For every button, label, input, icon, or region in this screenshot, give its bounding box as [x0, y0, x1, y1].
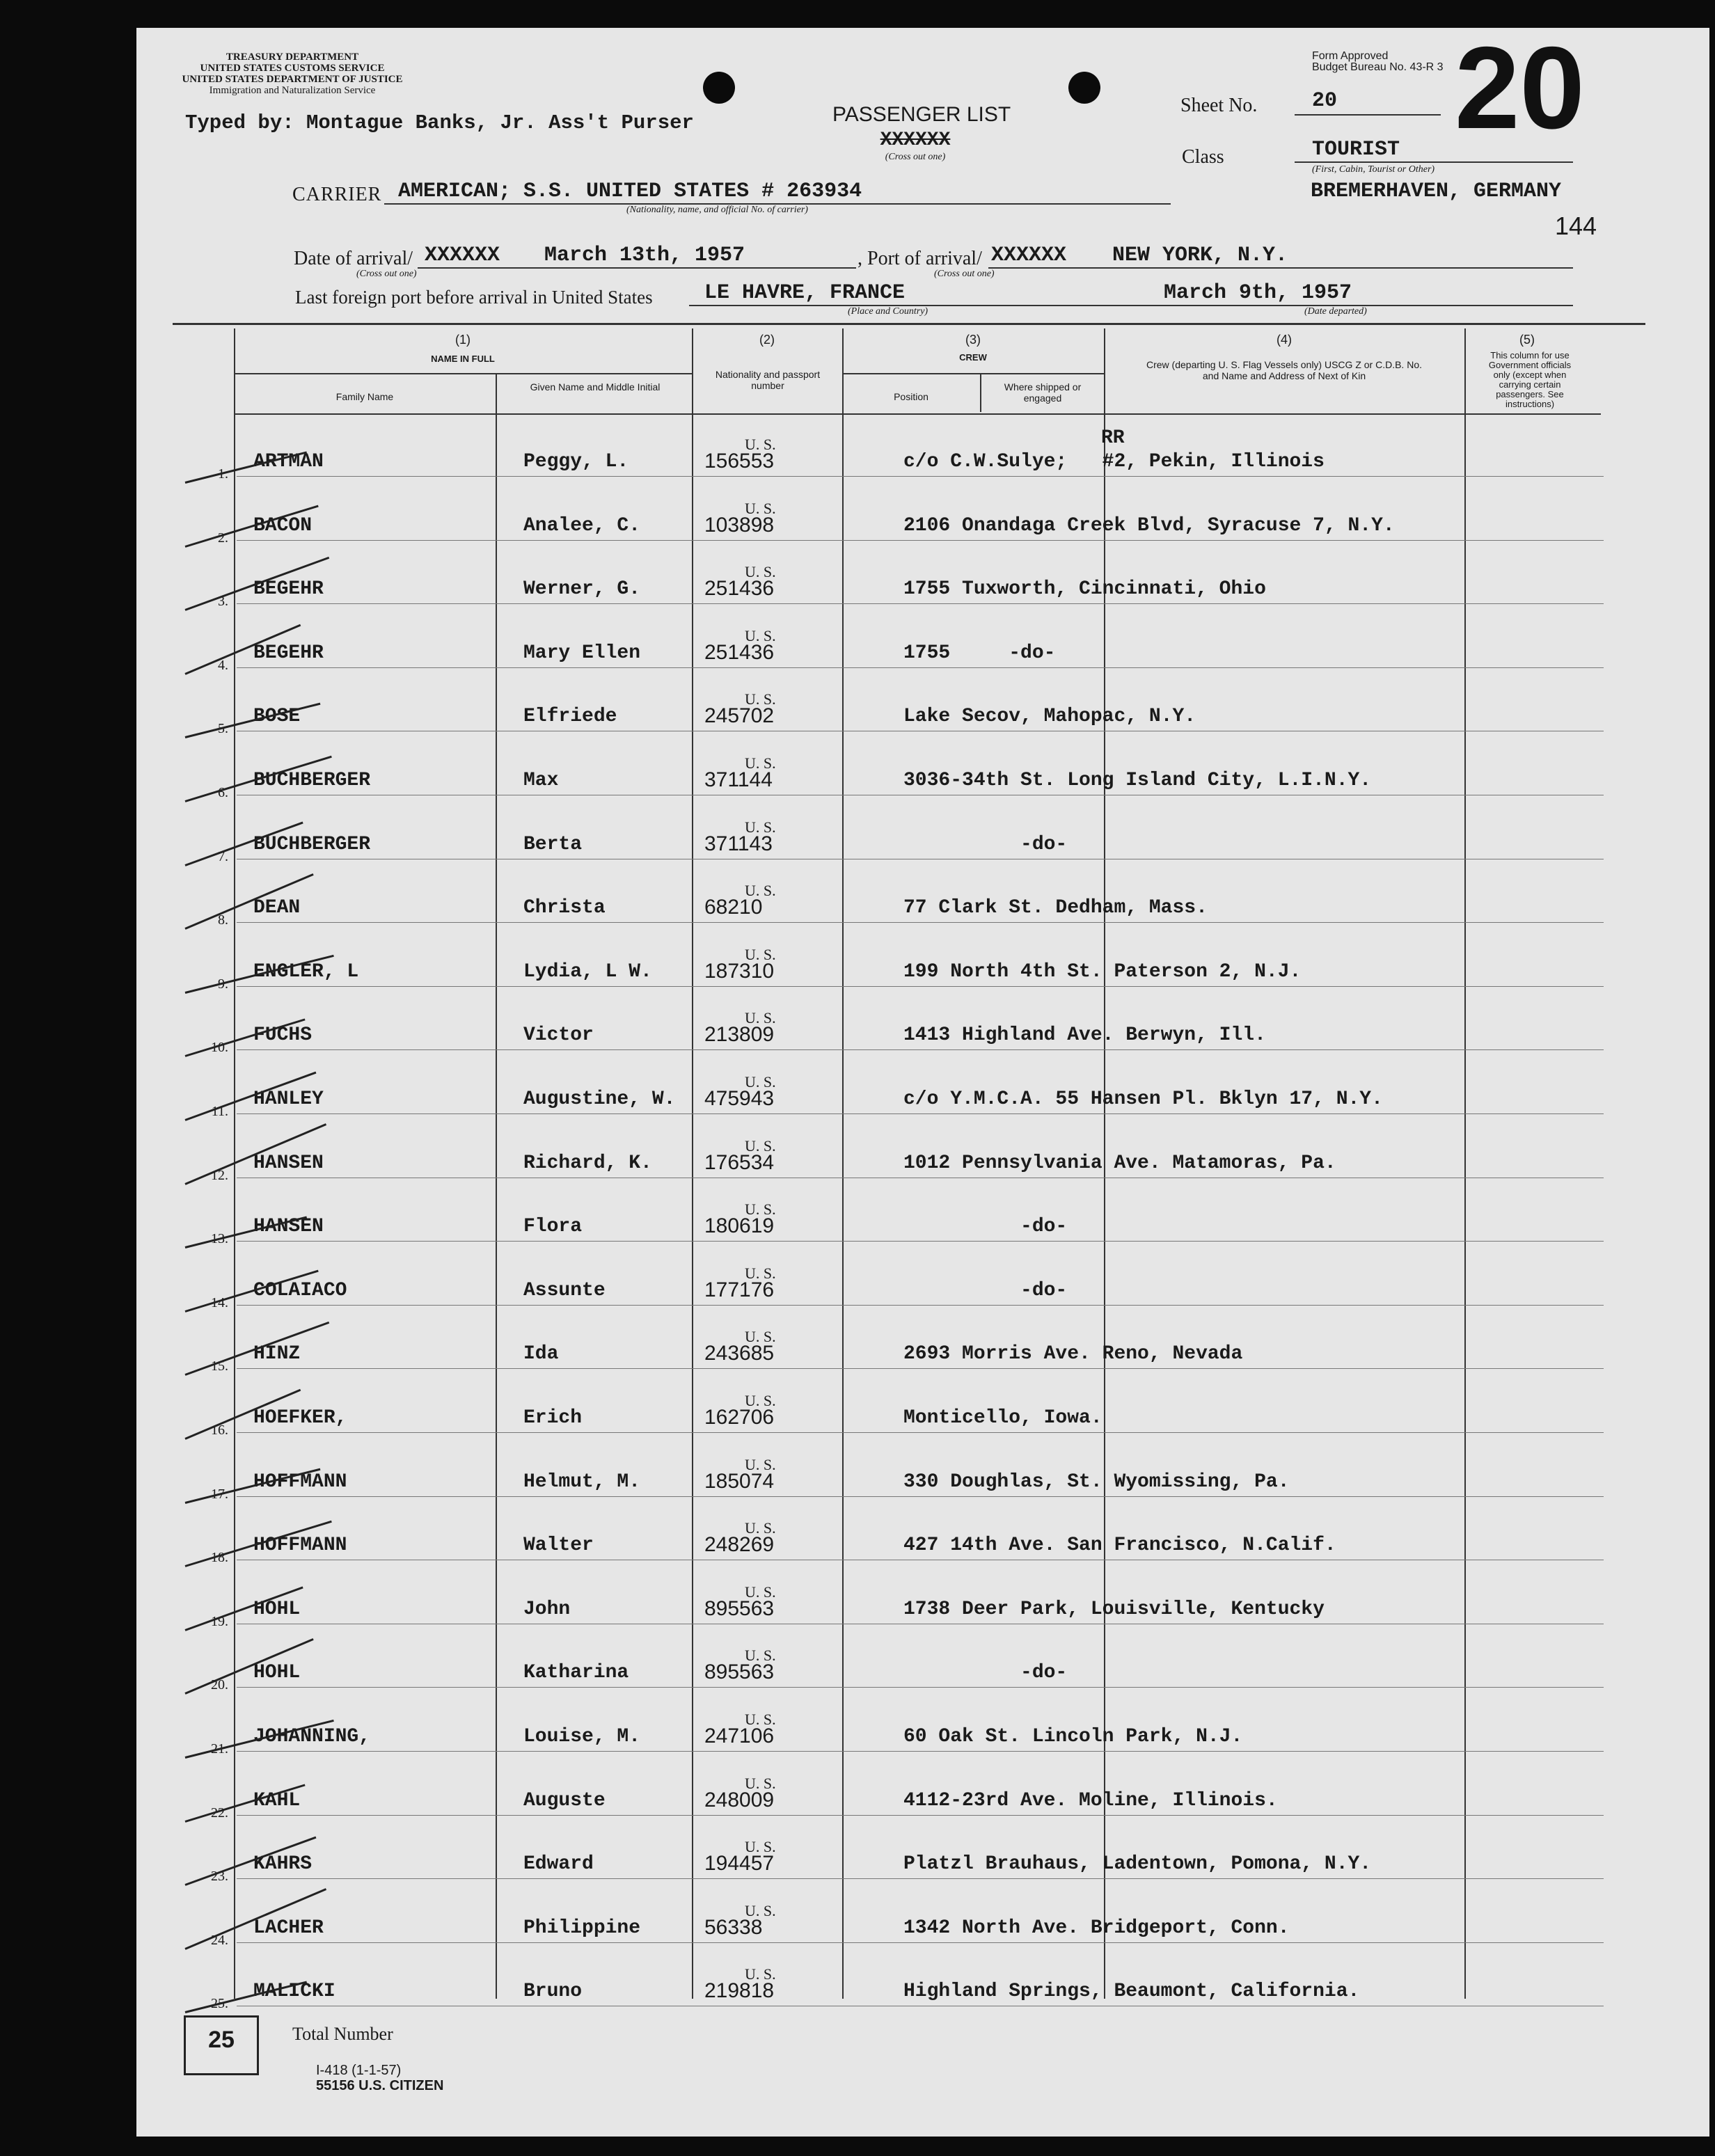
arrival-port-value: NEW YORK, N.Y.: [1112, 244, 1288, 267]
arrival-port-crossed: XXXXXX: [991, 244, 1067, 267]
passport-number: 177176: [704, 1278, 775, 1301]
next-of-kin-address: 1012 Pennsylvania Ave. Matamoras, Pa.: [903, 1152, 1336, 1174]
given-name: Werner, G.: [523, 578, 641, 600]
nationality: U. S.: [745, 1965, 776, 1983]
row-number: 22.: [211, 1805, 228, 1821]
row-number: 18.: [211, 1550, 228, 1565]
nationality: U. S.: [745, 1456, 776, 1473]
given-name: Auguste: [523, 1790, 606, 1812]
row-number: 7.: [218, 849, 228, 864]
form-approved: Form Approved: [1312, 50, 1389, 62]
family-name: MALICKI: [253, 1981, 335, 2002]
family-name: HOEFKER,: [253, 1407, 347, 1429]
nationality: U. S.: [745, 882, 776, 899]
given-name: Lydia, L W.: [523, 961, 652, 983]
nationality: U. S.: [745, 1392, 776, 1409]
row-number: 21.: [211, 1741, 228, 1757]
passport-number: 162706: [704, 1406, 775, 1429]
agency-line: TREASURY DEPARTMENT: [226, 51, 359, 63]
family-name: FUCHS: [253, 1024, 313, 1046]
nationality: U. S.: [745, 1328, 776, 1345]
nationality: U. S.: [745, 754, 776, 772]
nationality: U. S.: [745, 1137, 776, 1155]
passport-number: 176534: [704, 1151, 775, 1174]
row-number: 13.: [211, 1231, 228, 1246]
nationality: U. S.: [745, 1647, 776, 1664]
row-number: 8.: [218, 912, 228, 928]
col3-number: (3): [965, 333, 981, 347]
family-name: BACON: [253, 515, 313, 537]
given-name: Peggy, L.: [523, 451, 629, 473]
carrier-hint: (Nationality, name, and official No. of carrier): [626, 205, 808, 215]
crossed-out-word: XXXXXX: [880, 129, 951, 151]
family-name: HANSEN: [253, 1152, 324, 1174]
passport-number: 194457: [704, 1852, 775, 1875]
row-rule: [237, 476, 1604, 477]
next-of-kin-address: 77 Clark St. Dedham, Mass.: [903, 897, 1208, 919]
col2-title: Nationality and passport number: [715, 369, 821, 391]
given-name: Erich: [523, 1407, 583, 1429]
position-header: Position: [894, 391, 928, 402]
nationality: U. S.: [745, 1073, 776, 1091]
family-name: HOFFMANN: [253, 1471, 347, 1493]
family-name: BOSE: [253, 706, 301, 727]
next-of-kin-address: -do-: [903, 1216, 1068, 1237]
row-number: 19.: [211, 1614, 228, 1629]
row-rule: [237, 1368, 1604, 1369]
row-rule: [237, 1878, 1604, 1879]
form-title: PASSENGER LIST: [832, 103, 1011, 126]
carrier-label: CARRIER: [292, 184, 382, 205]
given-name: Bruno: [523, 1981, 583, 2002]
form-code: 55156 U.S. CITIZEN: [316, 2078, 444, 2093]
given-name: Helmut, M.: [523, 1471, 641, 1493]
passport-number: 251436: [704, 577, 775, 600]
passport-number: 156553: [704, 450, 775, 473]
given-name: Walter: [523, 1535, 594, 1556]
nationality: U. S.: [745, 1583, 776, 1601]
next-of-kin-address: c/o Y.M.C.A. 55 Hansen Pl. Bklyn 17, N.Y.: [903, 1088, 1383, 1110]
family-name: JOHANNING,: [253, 1726, 371, 1747]
passport-number: 68210: [704, 896, 763, 919]
family-name: LACHER: [253, 1917, 324, 1939]
col4-number: (4): [1277, 333, 1292, 347]
passport-number: 371143: [704, 832, 773, 855]
nationality: U. S.: [745, 627, 776, 644]
row-rule: [237, 1942, 1604, 1943]
given-name: Flora: [523, 1216, 583, 1237]
row-rule: [237, 1496, 1604, 1497]
nationality: U. S.: [745, 690, 776, 708]
port-of-embarkation: BREMERHAVEN, GERMANY: [1311, 180, 1562, 203]
passport-number: 475943: [704, 1087, 775, 1110]
nationality: U. S.: [745, 818, 776, 836]
row-rule: [237, 1751, 1604, 1752]
cross-out-hint: (Cross out one): [885, 152, 946, 162]
class-hint: (First, Cabin, Tourist or Other): [1312, 164, 1435, 175]
passport-number: 103898: [704, 514, 775, 537]
row-rule: [237, 1241, 1604, 1242]
agency-line: Immigration and Naturalization Service: [209, 85, 376, 96]
nationality: U. S.: [745, 1838, 776, 1855]
next-of-kin-address: 199 North 4th St. Paterson 2, N.J.: [903, 961, 1302, 983]
passport-number: 56338: [704, 1916, 763, 1939]
cross-out-hint: (Cross out one): [934, 269, 995, 279]
given-name: Ida: [523, 1343, 559, 1365]
next-of-kin-address: 330 Doughlas, St. Wyomissing, Pa.: [903, 1471, 1290, 1493]
row-number: 5.: [218, 721, 228, 736]
family-name-header: Family Name: [335, 391, 394, 402]
budget-bureau: Budget Bureau No. 43-R 3: [1312, 61, 1444, 73]
next-of-kin-address: Lake Secov, Mahopac, N.Y.: [903, 706, 1196, 727]
typed-by: Typed by: Montague Banks, Jr. Ass't Purser: [185, 111, 694, 134]
last-port-hint: (Place and Country): [848, 306, 928, 317]
nationality: U. S.: [745, 436, 776, 453]
family-name: DEAN: [253, 897, 301, 919]
next-of-kin-address: 1755 Tuxworth, Cincinnati, Ohio: [903, 578, 1266, 600]
departed-hint: (Date departed): [1304, 306, 1367, 317]
row-rule: [237, 1687, 1604, 1688]
punch-hole: [1068, 72, 1100, 104]
col1-number: (1): [455, 333, 471, 347]
family-name: KAHRS: [253, 1853, 313, 1875]
passport-number: 895563: [704, 1597, 775, 1620]
family-name: BEGEHR: [253, 642, 324, 664]
row-number: 10.: [211, 1040, 228, 1055]
passport-number: 185074: [704, 1470, 775, 1493]
family-name: ENGLER, L: [253, 961, 359, 983]
row-number: 15.: [211, 1358, 228, 1374]
family-name: COLAIACO: [253, 1280, 347, 1301]
passport-number: 251436: [704, 641, 775, 664]
row-number: 11.: [211, 1104, 228, 1119]
next-of-kin-address: 60 Oak St. Lincoln Park, N.J.: [903, 1726, 1243, 1747]
next-of-kin-address: 2106 Onandaga Creek Blvd, Syracuse 7, N.Y.: [903, 515, 1395, 537]
passport-number: 187310: [704, 960, 775, 983]
given-name: Katharina: [523, 1662, 629, 1683]
given-name: Christa: [523, 897, 606, 919]
rr-annotation: RR: [1101, 427, 1125, 449]
arrival-date-label: Date of arrival/: [294, 248, 413, 269]
row-number: 6.: [218, 785, 228, 800]
col1-title: NAME IN FULL: [431, 354, 495, 364]
passport-number: 219818: [704, 1979, 775, 2002]
family-name: HOHL: [253, 1662, 301, 1683]
row-rule: [237, 1113, 1604, 1114]
page-reference: 144: [1555, 212, 1597, 240]
agency-line: UNITED STATES DEPARTMENT OF JUSTICE: [182, 74, 403, 85]
row-number: 12.: [211, 1168, 228, 1183]
col4-title: Crew (departing U. S. Flag Vessels only) USCG Z or C.D.B. No. and Name and Address of Next of Kin: [1146, 359, 1422, 381]
nationality: U. S.: [745, 1775, 776, 1792]
nationality: U. S.: [745, 1902, 776, 1919]
row-number: 1.: [218, 466, 228, 482]
cross-out-hint: (Cross out one): [356, 269, 417, 279]
passport-number: 895563: [704, 1660, 775, 1683]
next-of-kin-address: 1342 North Ave. Bridgeport, Conn.: [903, 1917, 1290, 1939]
class-value: TOURIST: [1312, 138, 1400, 161]
next-of-kin-address: -do-: [903, 1280, 1068, 1301]
next-of-kin-address: 1738 Deer Park, Louisville, Kentucky: [903, 1599, 1325, 1620]
given-name: Berta: [523, 834, 583, 855]
passport-number: 371144: [704, 768, 773, 791]
next-of-kin-address: 427 14th Ave. San Francisco, N.Calif.: [903, 1535, 1336, 1556]
total-value: 25: [208, 2027, 235, 2053]
carrier-value: AMERICAN; S.S. UNITED STATES # 263934: [398, 180, 862, 203]
arrival-port-label: , Port of arrival/: [858, 248, 982, 269]
given-name: John: [523, 1599, 571, 1620]
col5-title: This column for use Government officials only (except when carrying certain passengers. See instructions): [1488, 350, 1572, 409]
passport-number: 213809: [704, 1023, 775, 1046]
row-rule: [237, 1305, 1604, 1306]
row-rule: [237, 603, 1604, 604]
passport-number: 248009: [704, 1789, 775, 1812]
row-rule: [237, 1432, 1604, 1433]
col2-number: (2): [759, 333, 775, 347]
class-label: Class: [1182, 146, 1224, 168]
next-of-kin-address: Platzl Brauhaus, Ladentown, Pomona, N.Y.: [903, 1853, 1372, 1875]
row-number: 23.: [211, 1869, 228, 1884]
family-name: HANLEY: [253, 1088, 324, 1110]
given-name: Philippine: [523, 1917, 641, 1939]
row-number: 3.: [218, 594, 228, 609]
given-name: Augustine, W.: [523, 1088, 676, 1110]
family-name: HINZ: [253, 1343, 301, 1365]
given-name: Max: [523, 770, 559, 791]
last-port-label: Last foreign port before arrival in United States: [295, 287, 653, 308]
nationality: U. S.: [745, 1711, 776, 1728]
row-rule: [237, 922, 1604, 923]
arrival-date-crossed: XXXXXX: [425, 244, 500, 267]
arrival-date-value: March 13th, 1957: [544, 244, 745, 267]
row-rule: [237, 540, 1604, 541]
row-number: 9.: [218, 976, 228, 992]
family-name: HOHL: [253, 1599, 301, 1620]
passport-number: 180619: [704, 1214, 775, 1237]
table-top-rule: [173, 323, 1645, 325]
next-of-kin-address: 3036-34th St. Long Island City, L.I.N.Y.: [903, 770, 1372, 791]
row-number: 14.: [211, 1295, 228, 1310]
row-number: 2.: [218, 530, 228, 546]
nationality: U. S.: [745, 1519, 776, 1537]
nationality: U. S.: [745, 1265, 776, 1282]
family-name: HANSEN: [253, 1216, 324, 1237]
passport-number: 247106: [704, 1725, 775, 1747]
row-number: 4.: [218, 658, 228, 673]
given-name: Richard, K.: [523, 1152, 652, 1174]
given-name: Louise, M.: [523, 1726, 641, 1747]
next-of-kin-address: 2693 Morris Ave. Reno, Nevada: [903, 1343, 1243, 1365]
family-name: BUCHBERGER: [253, 834, 371, 855]
next-of-kin-address: -do-: [903, 1662, 1068, 1683]
passport-number: 245702: [704, 704, 775, 727]
given-name: Assunte: [523, 1280, 606, 1301]
row-number: 17.: [211, 1487, 228, 1502]
row-rule: [237, 986, 1604, 987]
agency-line: UNITED STATES CUSTOMS SERVICE: [200, 63, 385, 74]
row-number: 24.: [211, 1933, 228, 1948]
nationality: U. S.: [745, 563, 776, 580]
nationality: U. S.: [745, 1200, 776, 1218]
family-name: ARTMAN: [253, 451, 324, 473]
punch-hole: [703, 72, 735, 104]
nationality: U. S.: [745, 500, 776, 517]
nationality: U. S.: [745, 1009, 776, 1027]
next-of-kin-address: c/o C.W.Sulye; #2, Pekin, Illinois: [903, 451, 1325, 473]
next-of-kin-address: 1755 -do-: [903, 642, 1056, 664]
col5-number: (5): [1519, 333, 1535, 347]
next-of-kin-address: -do-: [903, 834, 1068, 855]
row-rule: [237, 1815, 1604, 1816]
row-number: 16.: [211, 1422, 228, 1438]
family-name: BUCHBERGER: [253, 770, 371, 791]
next-of-kin-address: Highland Springs, Beaumont, California.: [903, 1981, 1360, 2002]
next-of-kin-address: Monticello, Iowa.: [903, 1407, 1102, 1429]
next-of-kin-address: 1413 Highland Ave. Berwyn, Ill.: [903, 1024, 1266, 1046]
family-name: KAHL: [253, 1790, 301, 1812]
form-number: I-418 (1-1-57): [316, 2063, 402, 2078]
given-name: Analee, C.: [523, 515, 641, 537]
given-name: Victor: [523, 1024, 594, 1046]
shipped-header: Where shipped or engaged: [1004, 381, 1082, 404]
sheet-label: Sheet No.: [1180, 95, 1258, 116]
row-number: 20.: [211, 1677, 228, 1693]
given-name: Elfriede: [523, 706, 617, 727]
given-name: Mary Ellen: [523, 642, 641, 664]
col3-title: CREW: [959, 352, 987, 363]
given-name-header: Given Name and Middle Initial: [530, 381, 661, 393]
total-label: Total Number: [292, 2024, 393, 2044]
row-rule: [237, 1049, 1604, 1050]
row-number: 25.: [211, 1996, 228, 2011]
passport-number: 243685: [704, 1342, 775, 1365]
nationality: U. S.: [745, 946, 776, 963]
family-name: BEGEHR: [253, 578, 324, 600]
big-sheet-number: 20: [1455, 22, 1585, 153]
given-name: Edward: [523, 1853, 594, 1875]
row-rule: [237, 667, 1604, 668]
next-of-kin-address: 4112-23rd Ave. Moline, Illinois.: [903, 1790, 1278, 1812]
passport-number: 248269: [704, 1533, 775, 1556]
departed-value: March 9th, 1957: [1164, 281, 1352, 305]
last-port-value: LE HAVRE, FRANCE: [704, 281, 906, 305]
sheet-value: 20: [1312, 89, 1338, 113]
family-name: HOFFMANN: [253, 1535, 347, 1556]
